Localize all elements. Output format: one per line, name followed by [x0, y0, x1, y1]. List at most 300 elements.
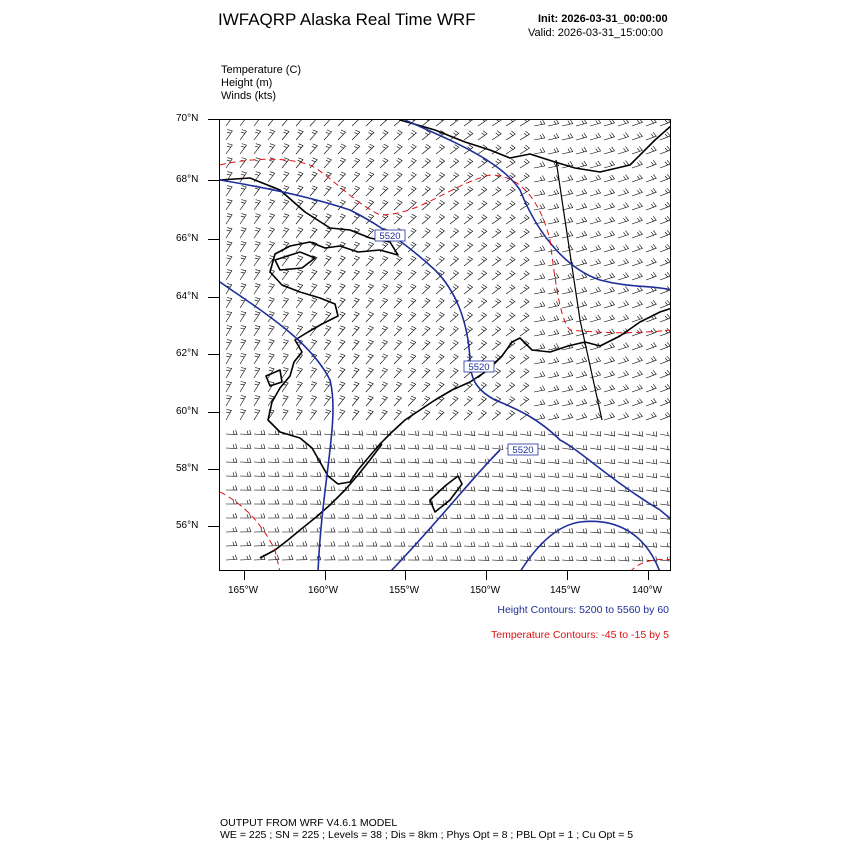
wind-barb	[380, 158, 388, 168]
wind-barb	[534, 120, 545, 126]
wind-barb	[562, 175, 573, 182]
wind-barb	[366, 158, 374, 168]
wind-barb	[394, 382, 402, 392]
wind-barb	[646, 473, 657, 478]
wind-barb	[366, 382, 373, 392]
wind-barb	[268, 298, 274, 308]
wind-barb	[562, 189, 573, 196]
height-contour-3	[220, 282, 333, 571]
wind-barb	[338, 298, 345, 308]
wind-barb	[604, 542, 615, 547]
wind-barb	[352, 158, 360, 168]
wind-barb	[576, 500, 587, 505]
wind-barb	[282, 444, 293, 449]
wind-barb	[590, 189, 601, 196]
field-temperature: Temperature (C)	[221, 64, 302, 76]
wind-barb	[478, 431, 489, 436]
wind-barb	[450, 396, 458, 406]
wind-barb	[660, 314, 670, 322]
wind-barb	[380, 172, 388, 182]
wind-barb	[254, 527, 265, 532]
wind-barb	[380, 256, 388, 266]
wind-barb	[338, 444, 349, 449]
wind-barb	[226, 430, 237, 435]
wind-barb	[450, 242, 459, 252]
wind-barb	[492, 131, 501, 140]
wind-barb	[548, 500, 559, 505]
temperature-contours	[220, 159, 671, 571]
wind-barb	[618, 301, 629, 308]
wind-barb	[478, 271, 487, 281]
wind-barb	[338, 158, 346, 168]
wind-barb	[450, 159, 459, 169]
wind-barb	[464, 284, 473, 294]
wind-barb	[240, 368, 246, 379]
wind-barb	[282, 120, 289, 126]
wind-barb	[352, 354, 359, 364]
wind-barb	[268, 214, 275, 224]
wind-barb	[352, 368, 359, 378]
wind-barb	[254, 430, 265, 435]
wind-barb	[506, 327, 515, 336]
wind-barb	[590, 147, 601, 154]
lat-tick	[208, 239, 219, 240]
wind-barb	[464, 120, 473, 126]
wind-barb	[366, 256, 374, 266]
wind-barb	[646, 431, 657, 436]
wind-barb	[338, 120, 346, 126]
wind-barb	[240, 256, 246, 266]
wind-barb	[240, 158, 246, 168]
wind-barb	[408, 298, 416, 308]
wind-barb	[464, 131, 473, 140]
wind-barb	[352, 298, 359, 308]
wind-barb	[590, 161, 601, 168]
wind-barb	[660, 445, 671, 450]
wind-barb	[226, 200, 232, 210]
wind-barb	[520, 459, 531, 464]
wind-barb	[436, 172, 445, 182]
wind-barb	[366, 430, 377, 435]
wind-barb	[590, 357, 601, 364]
wind-barb	[366, 528, 377, 533]
wind-barb	[422, 326, 430, 336]
wind-barb	[618, 542, 629, 547]
wind-barb	[408, 284, 416, 294]
wind-barb	[576, 431, 587, 436]
wind-barb	[562, 273, 573, 280]
wind-barb	[450, 542, 461, 547]
wind-barb	[660, 501, 671, 506]
wind-barb	[352, 430, 363, 435]
wind-barb	[422, 354, 430, 364]
wind-barb	[268, 242, 275, 252]
wind-barb	[590, 231, 601, 238]
wind-barb	[534, 246, 545, 253]
wind-barb	[352, 500, 363, 505]
wind-barb	[478, 243, 487, 252]
wind-barb	[338, 500, 349, 505]
wind-barb	[632, 487, 643, 492]
wind-barb	[408, 228, 416, 238]
wind-barb	[240, 430, 251, 435]
wind-barb	[254, 444, 265, 449]
wind-barb	[604, 399, 615, 406]
wind-barb	[506, 459, 517, 464]
wind-barb	[562, 500, 573, 505]
wind-barb	[618, 385, 629, 392]
wind-barb	[478, 201, 487, 210]
wind-barb	[296, 444, 307, 449]
wind-barb	[590, 514, 601, 519]
wind-barb	[632, 259, 642, 267]
wind-barb	[576, 528, 587, 533]
wind-barb	[534, 386, 545, 393]
wind-barb	[604, 133, 615, 140]
wind-barb	[254, 284, 260, 294]
wind-barb	[506, 257, 515, 266]
wind-barb	[366, 172, 374, 182]
wind-barb	[520, 397, 529, 406]
wind-barb	[520, 257, 529, 266]
wind-barb	[632, 413, 642, 421]
wind-barb	[562, 399, 573, 406]
wind-barb	[380, 312, 388, 322]
wind-barb	[366, 130, 374, 140]
wind-barb	[520, 514, 531, 519]
wind-barb	[338, 410, 345, 420]
wind-barb	[548, 329, 559, 336]
wind-barb	[366, 555, 377, 560]
wind-barb	[394, 158, 402, 168]
wind-barb	[506, 383, 515, 393]
wind-barb	[478, 410, 486, 420]
wind-barb	[576, 161, 587, 168]
wind-barb	[282, 298, 289, 308]
wind-barb	[590, 556, 601, 561]
wind-barb	[534, 330, 545, 337]
wind-barb	[282, 396, 288, 406]
wind-barb	[520, 313, 529, 322]
wind-barb	[590, 473, 601, 478]
wind-barb	[282, 130, 289, 140]
wind-barb	[436, 256, 444, 266]
wind-barb	[534, 148, 545, 155]
wind-barb	[422, 542, 433, 547]
wind-barb	[268, 527, 279, 532]
wind-barb	[604, 259, 615, 266]
wind-barb	[576, 556, 587, 561]
wind-barb	[436, 444, 447, 449]
wind-barb	[604, 357, 615, 364]
wind-barb	[618, 315, 629, 322]
wind-barb	[548, 514, 559, 519]
wind-barb	[464, 396, 472, 406]
wind-barb	[534, 514, 545, 519]
wind-barb	[310, 382, 317, 392]
wind-barb	[660, 202, 670, 210]
wind-barb	[254, 486, 265, 491]
wind-barb	[338, 354, 345, 364]
wind-barb	[436, 340, 444, 350]
wind-barb	[632, 431, 643, 436]
wind-barb	[506, 355, 515, 364]
wind-barb	[254, 472, 265, 477]
wind-barb	[562, 431, 573, 436]
wind-barb	[310, 312, 317, 322]
wind-barb	[352, 555, 363, 560]
wind-barb	[338, 340, 345, 350]
wind-barb	[604, 371, 615, 378]
canada-border	[556, 160, 602, 420]
wind-barb	[408, 472, 419, 477]
wind-barb	[268, 144, 275, 154]
wind-barb	[380, 340, 388, 350]
wind-barb	[268, 326, 274, 336]
wind-barb	[240, 354, 246, 365]
wind-barb	[548, 273, 559, 280]
wind-barb	[296, 430, 307, 435]
wind-barb	[646, 542, 657, 547]
wind-barb	[632, 217, 642, 225]
wind-barb	[492, 215, 501, 224]
wind-barb	[590, 487, 601, 492]
wind-barb	[576, 231, 587, 238]
wind-barb	[268, 499, 279, 504]
wind-barb	[506, 145, 515, 154]
wind-barb	[576, 259, 587, 266]
wind-barb	[576, 487, 587, 492]
wind-barb	[506, 514, 517, 519]
wind-barb	[478, 445, 489, 450]
wind-barb	[422, 340, 430, 350]
wind-barb	[282, 410, 288, 420]
wind-barb	[352, 486, 363, 491]
wind-barb	[422, 368, 430, 378]
wind-barb	[422, 431, 433, 436]
wind-barb	[436, 200, 445, 210]
wind-barb	[450, 472, 461, 477]
wind-barb	[632, 473, 643, 478]
wind-barb	[618, 556, 629, 561]
wind-barb	[338, 214, 345, 224]
wind-barb	[422, 228, 430, 238]
wind-barb	[352, 541, 363, 546]
lat-label-60: 60°N	[176, 406, 199, 417]
wind-barb	[338, 130, 346, 140]
wind-barb	[282, 513, 293, 518]
wind-barb	[394, 284, 402, 294]
wind-barb	[660, 398, 670, 406]
wind-barb	[506, 271, 515, 280]
wind-barb	[394, 340, 402, 350]
wind-barb	[618, 431, 629, 436]
wind-barb	[450, 458, 461, 463]
wind-barb	[394, 430, 405, 435]
wind-barb	[324, 228, 331, 238]
wind-barb	[520, 131, 529, 140]
wind-barb	[506, 313, 515, 322]
wind-barb	[464, 556, 475, 561]
wind-barb	[240, 396, 246, 407]
wind-barb	[576, 371, 587, 378]
wind-barb	[240, 444, 251, 449]
wind-barb	[436, 120, 445, 126]
wind-barb	[618, 515, 629, 520]
wind-barb	[506, 201, 515, 210]
wind-barb	[506, 369, 515, 378]
wind-barb	[226, 354, 232, 365]
wind-barb	[324, 270, 331, 280]
lat-label-66: 66°N	[176, 233, 199, 244]
wind-barb	[646, 300, 656, 308]
wind-barb	[296, 368, 303, 378]
wind-barb	[506, 215, 515, 224]
wind-barb	[590, 413, 601, 420]
wind-barb	[380, 368, 388, 378]
wind-barb	[562, 385, 573, 392]
wind-barb	[254, 354, 260, 364]
wind-barb	[240, 270, 246, 280]
wind-barb	[506, 542, 517, 547]
lon-label-145: 145°W	[550, 585, 581, 596]
wind-barb	[408, 382, 416, 392]
wind-barb	[660, 556, 671, 561]
wind-barb	[492, 556, 503, 561]
wind-barb	[408, 486, 419, 491]
wind-barb	[240, 214, 246, 224]
wind-barb	[394, 444, 405, 449]
wind-barb	[338, 312, 345, 322]
wind-barb	[604, 445, 615, 450]
wind-barb	[282, 200, 289, 210]
wind-barb	[422, 120, 431, 126]
wind-barb	[660, 174, 670, 182]
wind-barb	[254, 144, 261, 154]
wind-barb	[464, 445, 475, 450]
wind-barb	[548, 217, 559, 224]
wind-barb	[352, 527, 363, 532]
wind-barb	[352, 120, 360, 126]
wind-barb	[450, 514, 461, 519]
wind-barb	[618, 217, 629, 224]
wind-barb	[548, 413, 559, 420]
wind-barb	[632, 399, 642, 407]
wind-barb	[240, 382, 246, 393]
wind-barb	[548, 371, 559, 378]
wind-barb	[562, 459, 573, 464]
wind-barb	[618, 445, 629, 450]
wind-barb	[380, 284, 388, 294]
wind-barb	[506, 159, 515, 168]
wind-barb	[324, 120, 332, 126]
wind-barb	[282, 382, 288, 392]
wind-barb	[226, 120, 232, 126]
wind-barb	[562, 147, 573, 154]
wind-barb	[296, 555, 307, 560]
wind-barb	[492, 243, 501, 252]
wind-barb	[282, 527, 293, 532]
wind-barb	[254, 410, 260, 421]
wind-barb	[366, 298, 374, 308]
wind-barb	[590, 245, 601, 252]
wind-barb	[492, 341, 501, 351]
wind-barb	[296, 130, 303, 140]
wind-barb	[632, 542, 643, 547]
wind-barb	[254, 256, 260, 266]
wind-barb	[492, 486, 503, 491]
wind-barb	[478, 299, 487, 309]
wind-barb	[436, 472, 447, 477]
wind-barb	[450, 256, 459, 266]
wind-barb	[380, 396, 387, 406]
wind-barb	[366, 120, 374, 126]
wind-barb	[660, 160, 670, 168]
wind-barb	[632, 273, 642, 281]
wind-barb	[646, 258, 656, 266]
wind-barb	[268, 444, 279, 449]
wind-barb	[464, 173, 473, 182]
lat-tick	[208, 119, 219, 120]
wind-barb	[436, 410, 444, 420]
field-winds: Winds (kts)	[221, 90, 276, 102]
wind-barb	[436, 312, 444, 322]
wind-barb	[478, 556, 489, 561]
wind-barb	[296, 214, 303, 224]
temperature-contour-legend: Temperature Contours: -45 to -15 by 5	[490, 629, 669, 641]
wind-barb	[324, 430, 335, 435]
wind-barb	[352, 256, 360, 266]
wind-barb	[548, 487, 559, 492]
wind-barb	[310, 368, 317, 378]
wind-barb	[254, 228, 260, 238]
wind-barb	[520, 431, 531, 436]
wind-barb	[422, 472, 433, 477]
wind-barb	[240, 340, 246, 351]
wind-barb	[632, 371, 642, 379]
wind-barb	[464, 215, 473, 225]
wind-barb	[520, 173, 529, 182]
wind-barb	[590, 501, 601, 506]
wind-barb	[660, 244, 670, 252]
wind-barb	[268, 486, 279, 491]
wind-barb	[310, 228, 317, 238]
wind-barb	[436, 214, 445, 224]
wind-barb	[520, 243, 529, 252]
wind-barb	[282, 368, 288, 378]
wind-barb	[324, 284, 331, 294]
wind-barb	[618, 245, 629, 252]
wind-barb	[492, 410, 501, 420]
wind-barb	[394, 186, 402, 196]
wind-barb	[562, 217, 573, 224]
wind-barb	[604, 231, 615, 238]
wind-barb	[450, 368, 458, 378]
model-config-line: WE = 225 ; SN = 225 ; Levels = 38 ; Dis = 8km ; Phys Opt = 8 ; PBL Opt = 1 ; Cu Opt = 5	[220, 829, 634, 841]
wind-barb	[366, 396, 373, 406]
wind-barb	[310, 172, 317, 182]
wind-barb	[240, 513, 251, 518]
wind-barb	[338, 396, 345, 406]
wind-barb	[590, 542, 601, 547]
wind-barb	[660, 370, 670, 378]
wind-barb	[604, 147, 615, 154]
wind-barb	[646, 272, 656, 280]
wind-barb	[450, 120, 459, 126]
wind-barb	[282, 458, 293, 463]
wind-barb	[268, 430, 279, 435]
wind-barb	[646, 412, 656, 420]
